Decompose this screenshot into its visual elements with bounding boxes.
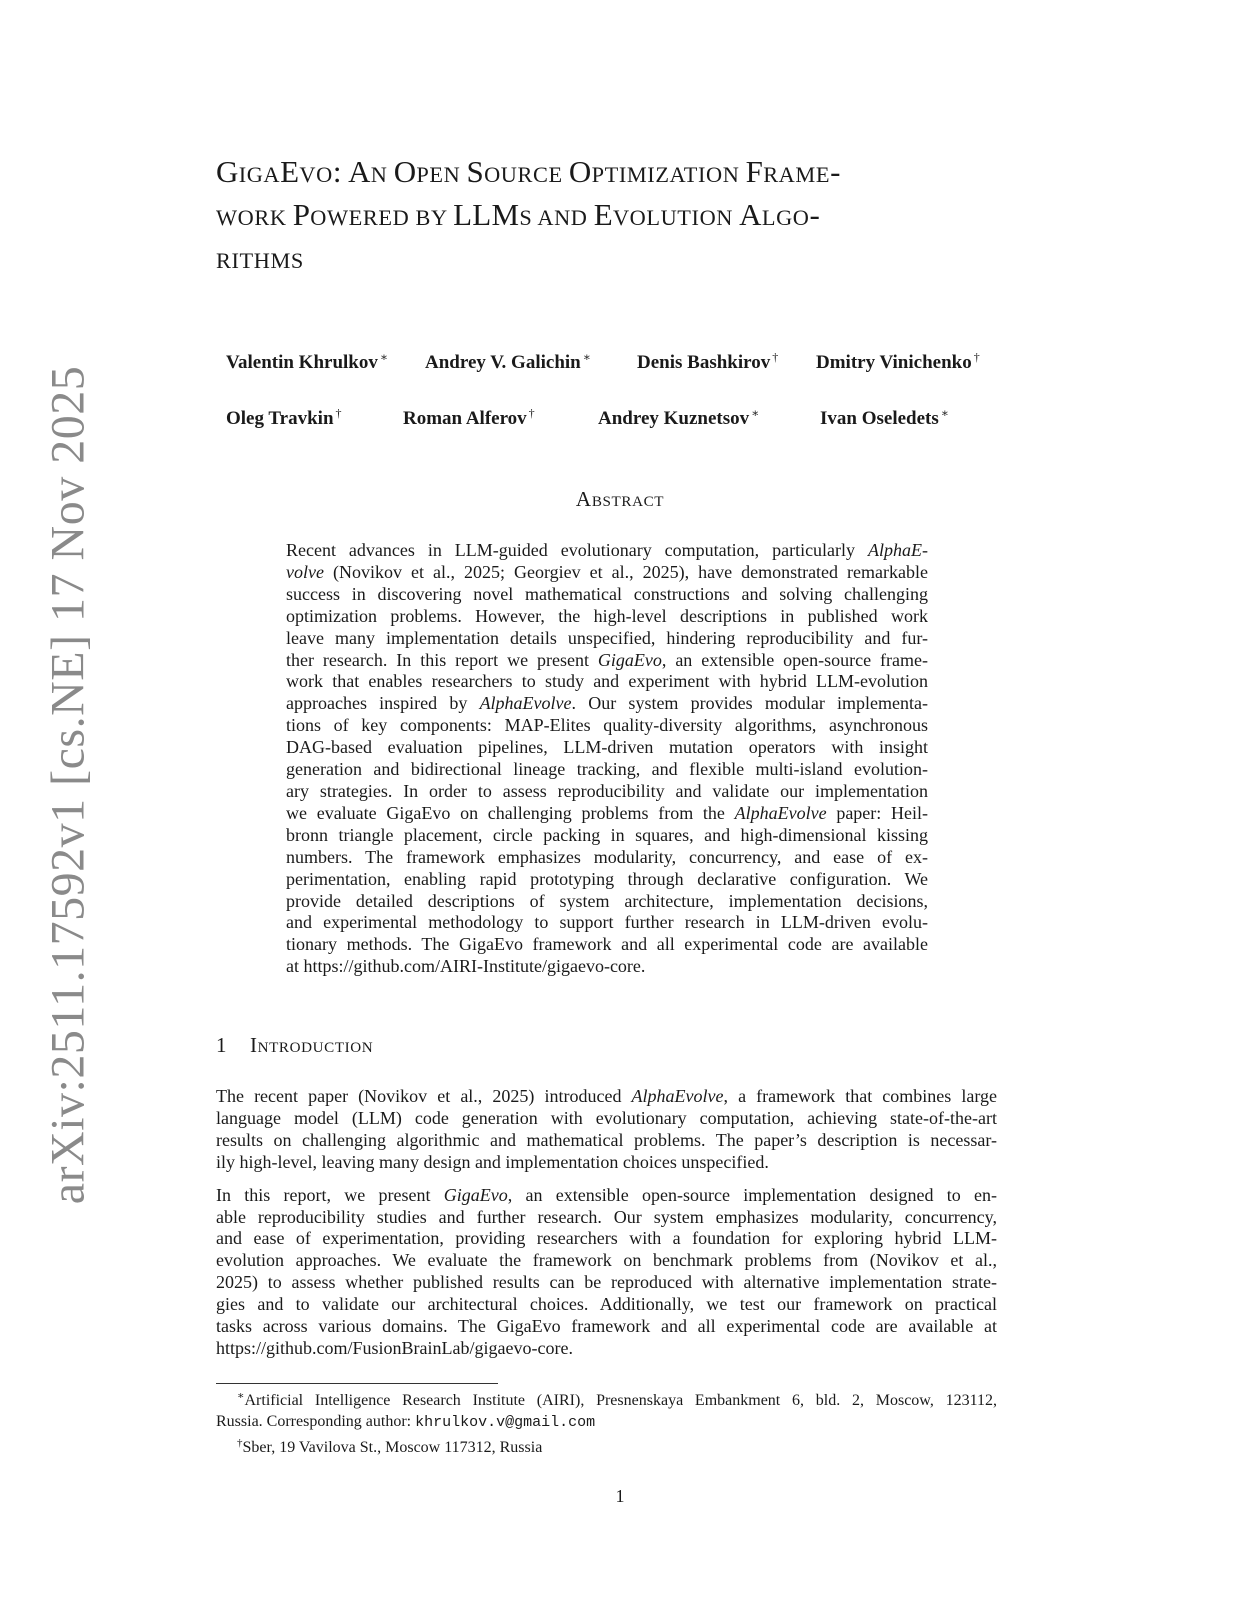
abstract-line: at https://github.com/AIRI-Institute/gigaevo-core.	[286, 956, 646, 977]
abstract-line: leave many implementation details unspecified, hindering reproducibility and fur-	[286, 627, 928, 648]
footnote-rule	[216, 1383, 498, 1384]
abstract-line: ary strategies. In order to assess reproducibility and validate our implementation	[286, 780, 928, 801]
abstract-line: approaches inspired by AlphaEvolve. Our system provides modular implementa-	[286, 693, 928, 714]
abstract-line: DAG-based evaluation pipelines, LLM-driven mutation operators with insight	[286, 737, 928, 758]
author-6: Roman Alferov †	[403, 406, 535, 429]
intro-line: In this report, we present GigaEvo, an extensible open-source implementation designed to en-	[216, 1184, 997, 1205]
footnote-1-line-1: ∗Artificial Intelligence Research Institute (AIRI), Presnenskaya Embankment 6, bld. 2, Moscow, 123112,	[237, 1390, 997, 1409]
abstract-line: work that enables researchers to study and experiment with hybrid LLM-evolution	[286, 671, 928, 692]
author-3: Denis Bashkirov †	[637, 350, 779, 373]
abstract-line: ther research. In this report we present GigaEvo, an extensible open-source frame-	[286, 649, 928, 670]
abstract-line: provide detailed descriptions of system architecture, implementation decisions,	[286, 890, 928, 911]
corresponding-email-link[interactable]: khrulkov.v@gmail.com	[415, 1414, 596, 1431]
title-line-3: RITHMS	[216, 248, 304, 273]
abstract-line: we evaluate GigaEvo on challenging problems from the AlphaEvolve paper: Heil-	[286, 802, 928, 823]
author-1: Valentin Khrulkov ∗	[226, 350, 389, 373]
abstract-line: Recent advances in LLM-guided evolutionary computation, particularly AlphaE-	[286, 540, 928, 560]
intro-line: 2025) to assess whether published results can be reproduced with alternative implementation strate-	[216, 1272, 997, 1293]
intro-line: evolution approaches. We evaluate the framework on benchmark problems from (Novikov et al.,	[216, 1250, 997, 1271]
author-8: Ivan Oseledets ∗	[820, 406, 949, 429]
intro-line: gies and to validate our architectural choices. Additionally, we test our framework on practical	[216, 1294, 997, 1315]
intro-line: ily high-level, leaving many design and implementation choices unspecified.	[216, 1151, 769, 1172]
introduction-body	[216, 1086, 997, 1360]
arxiv-side-stamp: arXiv:2511.17592v1 [cs.NE] 17 Nov 2025	[41, 365, 95, 1205]
section-number: 1	[216, 1033, 228, 1057]
title-line-1: GIGAEVO: AN OPEN SOURCE OPTIMIZATION FRAME-	[216, 154, 841, 189]
footnote-2: †Sber, 19 Vavilova St., Moscow 117312, Russia	[237, 1437, 543, 1456]
intro-line: language model (LLM) code generation with evolutionary computation, achieving state-of-the-art	[216, 1107, 997, 1128]
paper-title	[216, 152, 1016, 281]
intro-line: and ease of experimentation, providing researchers with a foundation for exploring hybrid LLM-	[216, 1228, 997, 1249]
abstract-line: and experimental methodology to support further research in LLM-driven evolu-	[286, 912, 928, 933]
page-number: 1	[615, 1486, 625, 1506]
title-line-2: WORK POWERED BY LLMS AND EVOLUTION ALGO-	[216, 197, 821, 232]
abstract-heading: ABSTRACT	[575, 487, 665, 511]
abstract-line: bronn triangle placement, circle packing in squares, and high-dimensional kissing	[286, 824, 928, 845]
abstract-line: optimization problems. However, the high-level descriptions in published work	[286, 605, 928, 626]
abstract-line: generation and bidirectional lineage tracking, and flexible multi-island evolution-	[286, 759, 928, 780]
footnote-1-line-2: Russia. Corresponding author: khrulkov.v@gmail.com	[216, 1413, 596, 1431]
footnotes	[216, 1386, 997, 1458]
github-link[interactable]: https://github.com/FusionBrainLab/gigaevo-core.	[216, 1337, 573, 1358]
abstract-body	[286, 540, 928, 978]
author-7: Andrey Kuznetsov ∗	[598, 406, 760, 429]
abstract-line: volve (Novikov et al., 2025; Georgiev et al., 2025), have demonstrated remarkable	[286, 561, 928, 582]
author-4: Dmitry Vinichenko †	[816, 350, 980, 373]
abstract-line: perimentation, enabling rapid prototyping through declarative configuration. We	[286, 868, 928, 889]
author-5: Oleg Travkin †	[226, 406, 342, 429]
intro-line: tasks across various domains. The GigaEvo framework and all experimental code are available at	[216, 1316, 997, 1337]
intro-line: The recent paper (Novikov et al., 2025) introduced AlphaEvolve, a framework that combines large	[216, 1086, 997, 1106]
abstract-line: success in discovering novel mathematical constructions and solving challenging	[286, 583, 928, 604]
intro-line: results on challenging algorithmic and mathematical problems. The paper’s description is necessar-	[216, 1129, 997, 1150]
abstract-line: tions of key components: MAP-Elites quality-diversity algorithms, asynchronous	[286, 715, 928, 736]
intro-line: able reproducibility studies and further research. Our system emphasizes modularity, concurrency,	[216, 1206, 997, 1227]
abstract-line: tionary methods. The GigaEvo framework and all experimental code are available	[286, 934, 928, 955]
section-heading-introduction: 1 INTRODUCTION	[216, 1033, 374, 1057]
abstract-line: numbers. The framework emphasizes modularity, concurrency, and ease of ex-	[286, 846, 928, 867]
author-2: Andrey V. Galichin ∗	[425, 350, 591, 373]
